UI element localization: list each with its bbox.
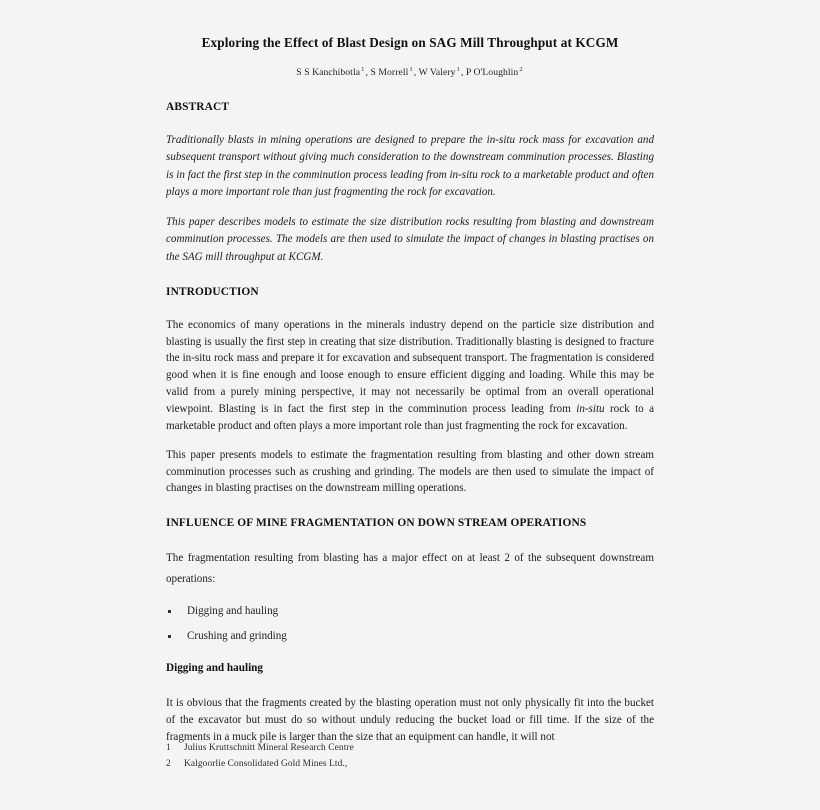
abstract-paragraph-1: Traditionally blasts in mining operations are designed to prepare the in-situ rock mass for excavation and subsequent transport without giving much consideration to the downstream comminution processes. Blasting is in fact the first step in the comminution process leading from in-situ rock to a marketable product and often plays a more important role than just fragmenting the rock for excavation. bbox=[166, 133, 654, 199]
influence-intro-paragraph: The fragmentation resulting from blasting has a major effect on at least 2 of the subsequent downstream operations: bbox=[166, 551, 654, 586]
square-bullet-icon bbox=[168, 635, 171, 638]
author-separator-3: , bbox=[460, 67, 466, 79]
introduction-paragraph-2: This paper presents models to estimate the fragmentation resulting from blasting and other down stream comminution processes such as crushing and grinding. The models are then used to simulate the impact of changes in blasting practises on the downstream milling operations. bbox=[166, 448, 654, 495]
author-4-name: P O'Loughlin bbox=[465, 67, 519, 79]
abstract-paragraph-2: This paper describes models to estimate the size distribution rocks resulting from blasting and downstream comminution processes. The models are then used to simulate the impact of changes in blasting practises on the SAG mill throughput at KCGM. bbox=[166, 215, 654, 263]
footnote-row bbox=[166, 757, 654, 772]
document-content-column bbox=[166, 0, 654, 746]
spacer bbox=[166, 591, 654, 603]
intro-p1-italic-term: in-situ bbox=[576, 403, 605, 416]
footnote-number: 1 bbox=[166, 743, 171, 753]
digging-and-hauling-paragraph: It is obvious that the fragments created by the blasting operation must not only physically fit into the bucket of the excavator but must do so without unduly reducing the bucket load or fill time. If the size of the fragments in a muck pile is larger than the size that an equipment can handle, it will not bbox=[166, 697, 654, 744]
spacer bbox=[166, 78, 654, 100]
page-title: Exploring the Effect of Blast Design on SAG Mill Throughput at KCGM bbox=[201, 35, 619, 50]
introduction-paragraph-1 bbox=[166, 317, 654, 435]
list-item bbox=[166, 628, 654, 645]
spacer bbox=[166, 301, 654, 317]
author-1-name: S S Kanchibotla bbox=[296, 67, 361, 79]
footnote-text: Kalgoorlie Consolidated Gold Mines Ltd., bbox=[184, 758, 348, 769]
footnote-row bbox=[166, 741, 654, 756]
intro-p1-segment-1: The economics of many operations in the minerals industry depend on the particle size distribution and blasting is usually the first step in creating that size distribution. Traditionally blasting is designed to fracture the in-situ rock mass and prepare it for excavation and subsequent transport. The fragmentation is considered good when it is fine enough and loose enough to ensure efficient digging and loading. While this may be valid from a purely mining perspective, it may not necessarily be optimal from an overall operational viewpoint. Blasting is in fact the first step in the comminution process leading from bbox=[166, 318, 654, 416]
spacer bbox=[166, 676, 654, 695]
list-item bbox=[166, 603, 654, 620]
list-item-label: Digging and hauling bbox=[187, 604, 279, 617]
author-3-name: W Valery bbox=[418, 67, 456, 79]
footnote-text: Julius Kruttschnitt Mineral Research Centre bbox=[184, 743, 354, 753]
square-bullet-icon bbox=[168, 610, 171, 613]
footnote-block bbox=[166, 741, 654, 772]
digging-and-hauling-subheading: Digging and hauling bbox=[166, 662, 264, 675]
footnote-number: 2 bbox=[166, 758, 171, 769]
abstract-heading: ABSTRACT bbox=[166, 101, 230, 114]
influence-section-heading: INFLUENCE OF MINE FRAGMENTATION ON DOWN STREAM OPERATIONS bbox=[166, 517, 587, 530]
spacer bbox=[166, 532, 654, 548]
author-4-affiliation-marker: 2 bbox=[519, 66, 523, 74]
author-2-name: S Morrell bbox=[370, 67, 409, 79]
author-1-affiliation-marker: 1 bbox=[361, 66, 365, 74]
spacer bbox=[166, 266, 654, 285]
author-line bbox=[166, 51, 654, 78]
author-2-affiliation-marker: 1 bbox=[409, 66, 413, 74]
author-3-affiliation-marker: 1 bbox=[456, 66, 460, 74]
spacer bbox=[166, 497, 654, 516]
author-separator-1: , bbox=[365, 67, 371, 79]
spacer bbox=[166, 202, 654, 214]
list-item-label: Crushing and grinding bbox=[187, 629, 287, 642]
spacer bbox=[166, 435, 654, 447]
spacer bbox=[166, 116, 654, 132]
intro-p1-segment-2: rock to a marketable product and often plays a more important role than just fragmenting the rock for excavation. bbox=[166, 403, 654, 432]
spacer bbox=[166, 652, 654, 661]
author-separator-2: , bbox=[413, 67, 419, 79]
introduction-heading: INTRODUCTION bbox=[166, 286, 259, 299]
downstream-operations-list bbox=[166, 603, 654, 644]
